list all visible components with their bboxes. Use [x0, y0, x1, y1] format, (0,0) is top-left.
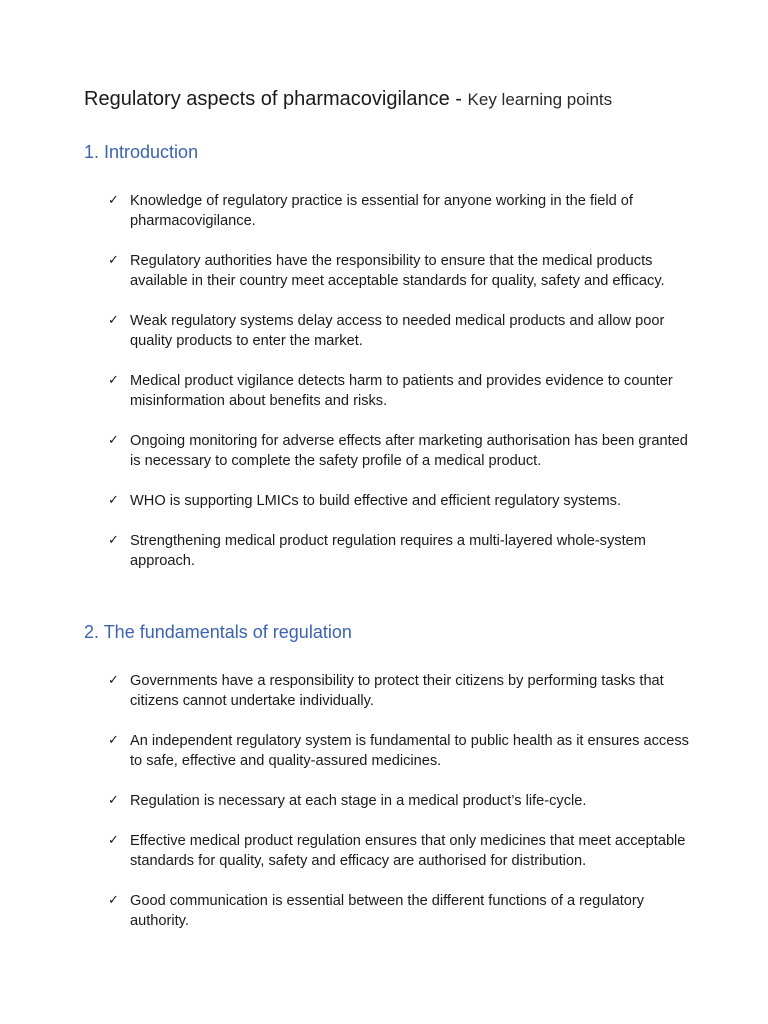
check-icon: ✓ [108, 493, 119, 508]
list-item: ✓ Effective medical product regulation ensures that only medicines that meet acceptable standards for quality, safety and efficacy are authorised for distribution. [108, 833, 686, 869]
list-item: ✓ Governments have a responsibility to protect their citizens by performing tasks that citizens cannot undertake individually. [108, 673, 664, 709]
check-icon: ✓ [108, 893, 119, 908]
list-item: ✓ Strengthening medical product regulation requires a multi-layered whole-system approach. [108, 533, 646, 569]
title-subtitle: Key learning points [467, 90, 613, 109]
check-icon: ✓ [108, 793, 119, 808]
check-icon: ✓ [108, 433, 119, 448]
check-icon: ✓ [108, 733, 119, 748]
list-item: ✓ An independent regulatory system is fundamental to public health as it ensures access to safe, effective and quality-assured medicines. [108, 733, 689, 769]
check-icon: ✓ [108, 533, 119, 548]
check-icon: ✓ [108, 193, 119, 208]
introduction-bullet-list [108, 191, 698, 591]
section-heading-introduction: 1. Introduction [84, 142, 199, 162]
check-icon: ✓ [108, 673, 119, 688]
list-item: ✓ Ongoing monitoring for adverse effects after marketing authorisation has been granted is necessary to complete the safety profile of a medical product. [108, 433, 688, 469]
list-item: ✓ WHO is supporting LMICs to build effective and efficient regulatory systems. [108, 493, 621, 509]
list-item: ✓ Regulation is necessary at each stage in a medical product’s life-cycle. [108, 793, 587, 809]
list-item: ✓ Regulatory authorities have the responsibility to ensure that the medical products available in their country meet acceptable standards for quality, safety and efficacy. [108, 253, 665, 289]
check-icon: ✓ [108, 373, 119, 388]
fundamentals-bullet-list [108, 671, 698, 951]
list-item: ✓ Medical product vigilance detects harm to patients and provides evidence to counter misinformation about benefits and risks. [108, 373, 673, 409]
section-heading-fundamentals: 2. The fundamentals of regulation [84, 622, 352, 642]
check-icon: ✓ [108, 833, 119, 848]
page-title [84, 86, 612, 113]
check-icon: ✓ [108, 253, 119, 268]
check-icon: ✓ [108, 313, 119, 328]
title-main: Regulatory aspects of pharmacovigilance - [84, 88, 468, 110]
list-item: ✓ Knowledge of regulatory practice is essential for anyone working in the field of pharmacovigilance. [108, 193, 633, 229]
list-item: ✓ Weak regulatory systems delay access to needed medical products and allow poor quality products to enter the market. [108, 313, 665, 349]
list-item: ✓ Good communication is essential between the different functions of a regulatory authority. [108, 893, 645, 929]
